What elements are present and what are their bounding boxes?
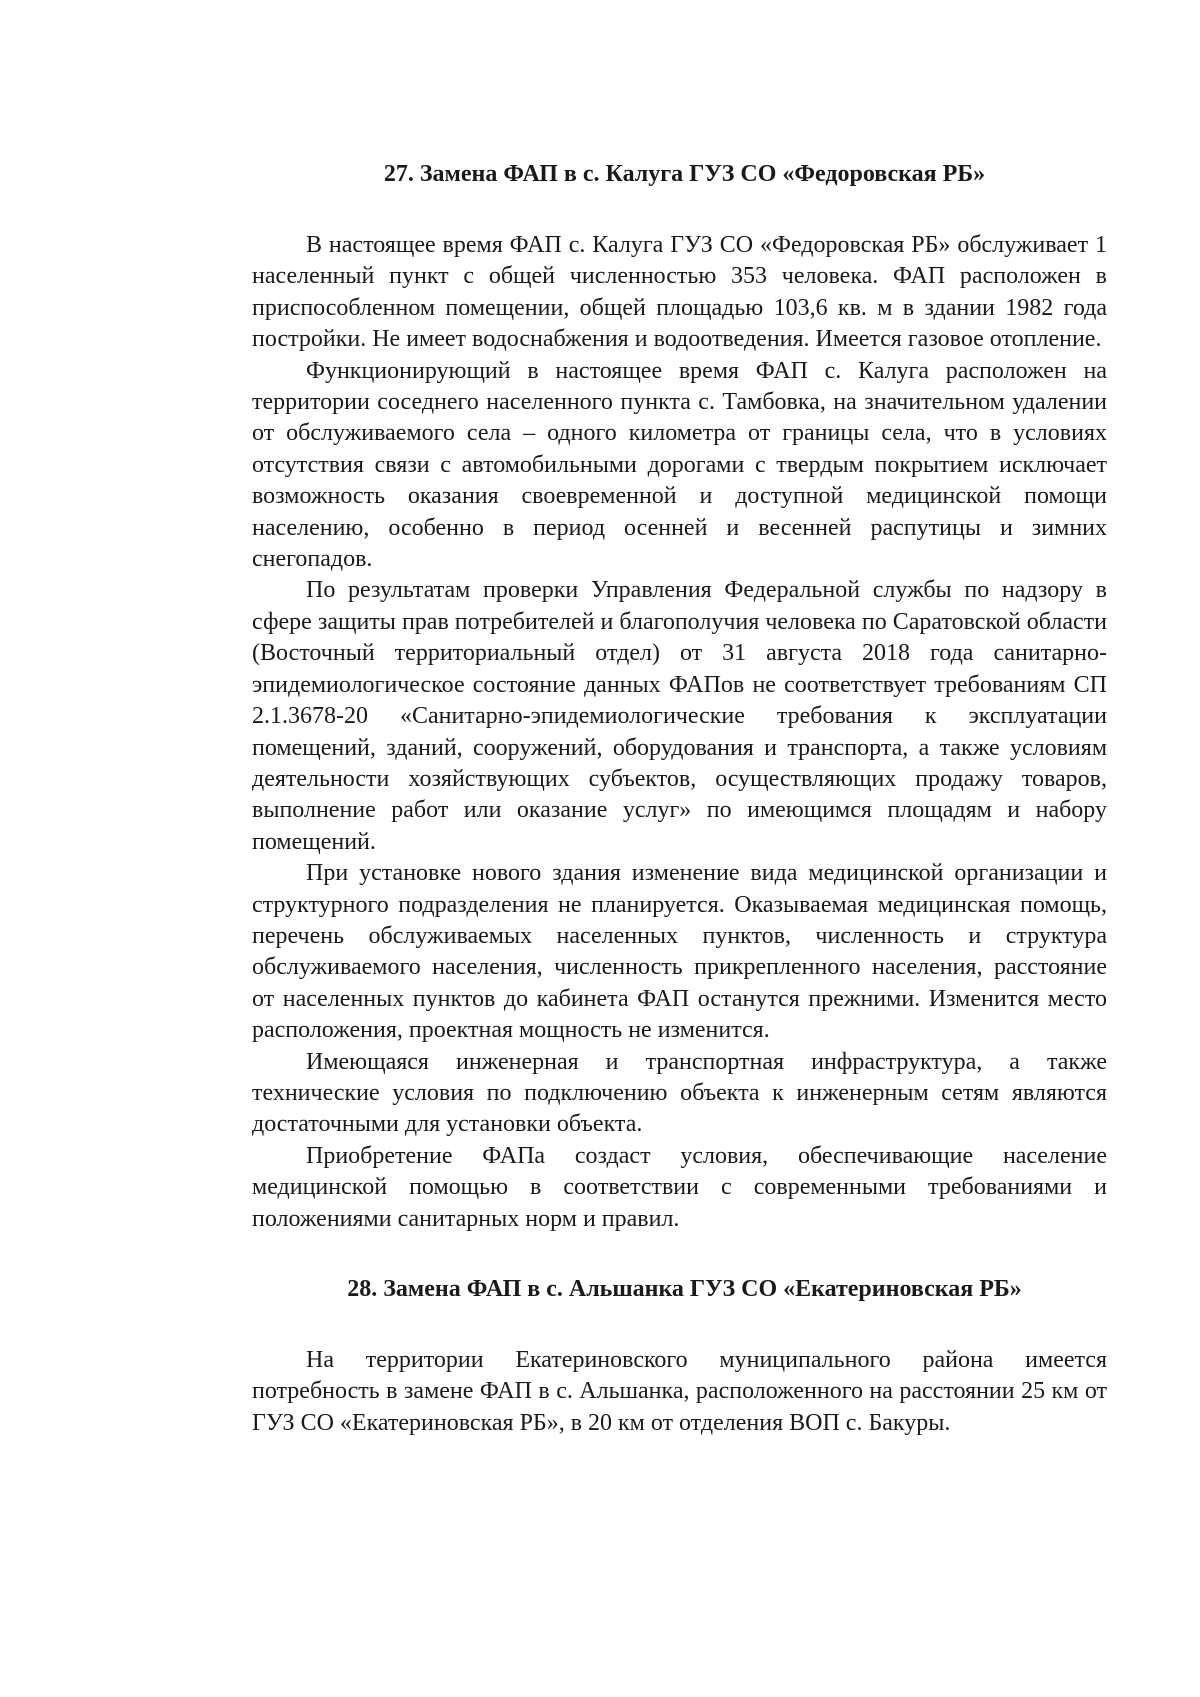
section-27-paragraph-3: По результатам проверки Управления Федеральной службы по надзору в сфере защиты прав потребителей и благополучия человека по Саратовской области (Восточный территориальный отдел) от 31 августа 2018 года санитарно-эпидемиологическое состояние данных ФАПов не соответствует требованиям СП 2.1.3678-20 «Санитарно-эпидемиологические требования к эксплуатации помещений, зданий, сооружений, оборудования и транспорта, а также условиям деятельности хозяйствующих субъектов, осуществляющих продажу товаров, выполнение работ или оказание услуг» по имеющимся площадям и набору помещений.	[252, 577, 1107, 855]
section-27-title: 27. Замена ФАП в с. Калуга ГУЗ СО «Федоровская РБ»	[383, 161, 986, 187]
section-27-paragraph-5: Имеющаяся инженерная и транспортная инфраструктура, а также технические условия по подключению объекта к инженерным сетям являются достаточными для установки объекта.	[252, 1048, 1107, 1138]
section-27-paragraph-4: При установке нового здания изменение вида медицинской организации и структурного подразделения не планируется. Оказываемая медицинская помощь, перечень обслуживаемых населенных пунктов, численность и структура обслуживаемого населения, численность прикрепленного населения, расстояние от населенных пунктов до кабинета ФАП останутся прежними. Изменится место расположения, проектная мощность не изменится.	[252, 860, 1107, 1044]
section-27-paragraph-6: Приобретение ФАПа создаст условия, обеспечивающие население медицинской помощью в соответствии с современными требованиями и положениями санитарных норм и правил.	[252, 1142, 1107, 1232]
section-27-paragraph-1: В настоящее время ФАП с. Калуга ГУЗ СО «Федоровская РБ» обслуживает 1 населенный пункт с общей численностью 353 человека. ФАП расположен в приспособленном помещении, общей площадью 103,6 кв. м в здании 1982 года постройки. Не имеет водоснабжения и водоотведения. Имеется газовое отопление.	[252, 232, 1107, 353]
document-body	[252, 158, 1107, 1439]
section-27-paragraph-2: Функционирующий в настоящее время ФАП с. Калуга расположен на территории соседнего населенного пункта с. Тамбовка, на значительном удалении от обслуживаемого села – одного километра от границы села, что в условиях отсутствия связи с автомобильными дорогами с твердым покрытием исключает возможность оказания своевременной и доступной медицинской помощи населению, особенно в период осенней и весенней распутицы и зимних снегопадов.	[252, 357, 1107, 573]
section-28-title: 28. Замена ФАП в с. Альшанка ГУЗ СО «Екатериновская РБ»	[347, 1276, 1022, 1302]
section-28-paragraph-1: На территории Екатериновского муниципального района имеется потребность в замене ФАП в с. Альшанка, расположенного на расстоянии 25 км от ГУЗ СО «Екатериновская РБ», в 20 км от отделения ВОП с. Бакуры.	[252, 1347, 1107, 1436]
